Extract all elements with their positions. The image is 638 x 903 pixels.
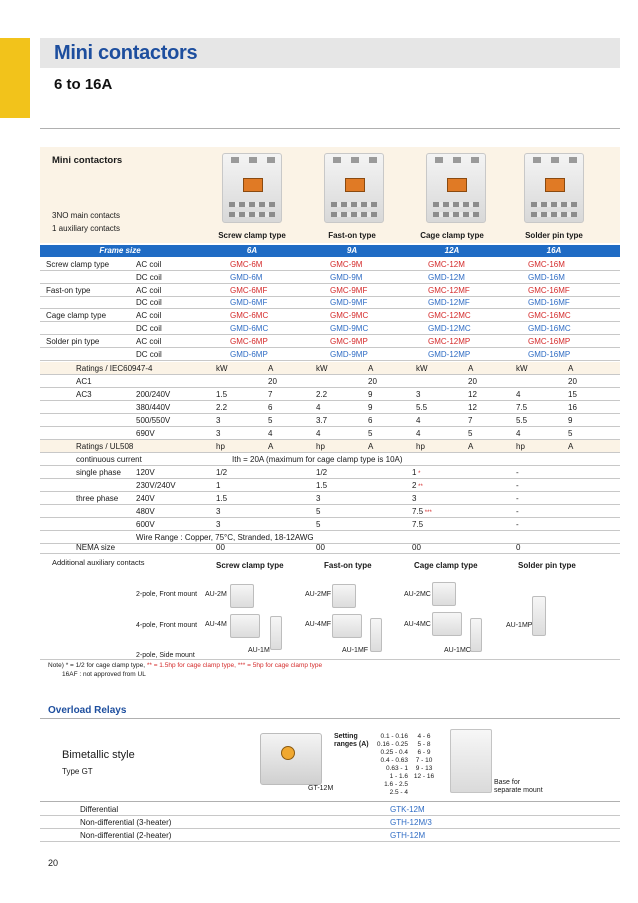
rating-value: 6 [368, 416, 373, 425]
rating-value: 1.5 [316, 481, 328, 490]
rating-value: 6 [268, 403, 273, 412]
model-row [40, 322, 620, 335]
continuous-value: Ith = 20A (maximum for cage clamp type is 10A) [232, 455, 403, 464]
rating-value: 2 ** [412, 481, 423, 490]
aux-part: AU-1MF [342, 647, 369, 654]
ac3-row [40, 401, 620, 414]
footnote-mark: * [416, 471, 421, 477]
continuous-label: continuous current [76, 455, 142, 464]
unit: kW [216, 364, 228, 373]
aux-contact-image [332, 584, 356, 608]
setting-ranges [410, 733, 438, 781]
rating-value: 7.5 [412, 520, 424, 529]
model-row [40, 348, 620, 361]
rating-value: 16 [568, 403, 577, 412]
row-coil: AC coil [136, 336, 162, 346]
phase-label: single phase [76, 468, 121, 477]
nema-value: 00 [316, 543, 325, 552]
row-coil: AC coil [136, 260, 162, 269]
frame-size-value: 16A [546, 246, 562, 255]
panel-note: 1 auxiliary contacts [52, 224, 121, 233]
ac3-row [40, 427, 620, 440]
model-code: GMD-6MC [230, 324, 269, 333]
unit: A [468, 442, 474, 451]
aux-contact-image [470, 618, 482, 652]
rating-value: 7.5 *** [412, 507, 432, 516]
divider [40, 659, 620, 660]
note-text: Note) * = 1/2 for cage clamp type, [48, 662, 146, 669]
unit: A [268, 364, 274, 373]
model-code: GMD-9MP [330, 349, 368, 359]
range-value: 1.6 - 2.5 [384, 781, 408, 788]
model-code: GMC-9M [330, 260, 363, 269]
aux-contact-image [432, 582, 456, 606]
rating-value: 7.5 [516, 403, 528, 412]
unit: A [268, 442, 274, 451]
setting-label: ranges (A) [334, 741, 369, 748]
range-value: 12 - 16 [413, 773, 435, 780]
row-coil: AC coil [136, 285, 162, 295]
rating-value: 1 * [412, 468, 421, 477]
aux-part: AU-1MP [506, 622, 533, 629]
overload-relay-image [260, 733, 322, 785]
rating-value: 7 [468, 416, 473, 425]
unit: hp [316, 442, 325, 451]
rating-value: 3 [216, 429, 221, 438]
overload-section-title: Overload Relays [48, 705, 127, 716]
model-code: GMC-9MP [330, 336, 368, 346]
rating-value: - [516, 468, 519, 477]
model-code: GMC-12MC [428, 311, 471, 321]
range-value: 1 - 1.6 [389, 773, 408, 780]
rating-value: 4 [316, 429, 321, 438]
aux-row-label: 2-pole, Side mount [136, 652, 195, 659]
row-coil: DC coil [136, 324, 162, 333]
range-value: 0.25 - 0.4 [380, 749, 408, 756]
rating-value: 4 [416, 429, 421, 438]
model-code: GMC-9MF [330, 285, 368, 295]
overload-row-value: GTK-12M [390, 805, 425, 814]
ac1-label: AC1 [76, 377, 92, 386]
rating-value: 5 [316, 520, 321, 529]
rating-value: - [516, 494, 519, 503]
ac3-row [40, 414, 620, 427]
rating-value: - [516, 481, 519, 490]
overload-subtitle: Type GT [62, 767, 93, 776]
wire-range: Wire Range : Copper, 75°C, Stranded, 18-12AWG [136, 533, 314, 542]
aux-part: AU-2M [205, 591, 227, 598]
rating-value: 1/2 [216, 468, 228, 477]
type-label: Cage clamp type [420, 231, 484, 240]
range-value: 7 - 10 [415, 757, 433, 764]
ac1-value: 20 [468, 377, 477, 386]
ul-row [40, 492, 620, 505]
row-coil: AC coil [136, 311, 162, 321]
rating-value: 12 [468, 390, 477, 399]
model-row [40, 296, 620, 309]
model-code: GMC-16M [528, 260, 565, 269]
screw-clamp-contactor-image [222, 153, 282, 223]
rating-value: 3 [412, 494, 417, 503]
rating-value: 3 [216, 507, 221, 516]
overload-row-label: Differential [80, 805, 119, 814]
setting-label: Setting [334, 733, 358, 740]
model-row [40, 271, 620, 284]
model-code: GMD-12MP [428, 349, 471, 359]
model-row [40, 284, 620, 297]
overload-row-label: Non-differential (3-heater) [80, 818, 172, 827]
model-code: GMD-16MC [528, 324, 571, 333]
rating-value: 9 [368, 390, 373, 399]
model-code: GMC-12MP [428, 336, 471, 346]
unit: A [368, 442, 374, 451]
base-label: Base for [494, 779, 521, 786]
unit: kW [516, 364, 528, 373]
rating-value: 9 [368, 403, 373, 412]
ac1-row [40, 375, 620, 388]
overload-panel [40, 718, 620, 802]
aux-type-label: Fast-on type [324, 561, 372, 570]
rating-value: 1/2 [316, 468, 328, 477]
rating-value: 4 [516, 429, 521, 438]
rating-value: 1.5 [216, 494, 228, 503]
model-row [40, 309, 620, 322]
ul-header-row [40, 440, 620, 453]
page-title: Mini contactors [54, 42, 198, 64]
range-value: 0.1 - 0.16 [380, 733, 408, 740]
overload-part: GT-12M [308, 785, 334, 792]
model-code: GMD-16MF [528, 298, 570, 308]
model-code: GMC-16MF [528, 285, 570, 295]
aux-part: AU-2MF [305, 591, 332, 598]
model-code: GMD-12M [428, 272, 465, 282]
aux-contact-image [432, 612, 462, 636]
overload-row-value: GTH-12M/3 [390, 818, 432, 827]
aux-title: Additional auxiliary contacts [52, 558, 145, 567]
frame-size-value: 12A [444, 246, 460, 255]
model-code: GMD-9MF [330, 298, 368, 308]
row-group: Fast-on type [46, 285, 91, 295]
overload-row [40, 803, 620, 816]
rating-value: 5.5 [416, 403, 428, 412]
rating-value: 5 [368, 429, 373, 438]
continuous-row [40, 453, 620, 466]
voltage: 600V [136, 520, 155, 529]
aux-contact-image [230, 614, 260, 638]
rating-value: 5.5 [516, 416, 528, 425]
aux-part: AU-2MC [404, 591, 431, 598]
row-group: Solder pin type [46, 336, 100, 346]
row-group: Cage clamp type [46, 311, 107, 321]
rating-value: 3 [316, 494, 321, 503]
model-code: GMC-9MC [330, 311, 369, 321]
voltage: 200/240V [136, 390, 171, 399]
range-value: 0.16 - 0.25 [376, 741, 408, 748]
frame-size-value: 9A [346, 246, 358, 255]
aux-contact-image [332, 614, 362, 638]
rating-value: 4 [316, 403, 321, 412]
rating-value: 1.5 [216, 390, 228, 399]
type-label: Fast-on type [328, 231, 376, 240]
range-value: 2.5 - 4 [389, 789, 408, 796]
rating-value: 3 [216, 416, 221, 425]
rating-value: 9 [568, 416, 573, 425]
ac1-value: 20 [268, 377, 277, 386]
type-label: Screw clamp type [218, 231, 286, 240]
model-code: GMC-6M [230, 260, 263, 269]
model-code: GMD-12MC [428, 324, 471, 333]
ul-label: Ratings / UL508 [76, 442, 134, 451]
model-code: GMD-16M [528, 272, 565, 282]
note-text: ** = 1.5hp for cage clamp type, [146, 662, 236, 669]
row-coil: DC coil [136, 349, 162, 359]
aux-contact-image [370, 618, 382, 652]
iec-header-row [40, 362, 620, 375]
unit: hp [516, 442, 525, 451]
rating-value: 4 [416, 416, 421, 425]
product-panel [40, 147, 620, 243]
ul-row [40, 466, 620, 479]
model-code: GMD-6MF [230, 298, 268, 308]
voltage: 230V/240V [136, 481, 176, 490]
model-code: GMC-12M [428, 260, 465, 269]
rating-value: 3 [216, 520, 221, 529]
rating-value: 7 [268, 390, 273, 399]
rating-value: 3 [416, 390, 421, 399]
header-bar [40, 38, 620, 68]
range-value: 9 - 13 [415, 765, 433, 772]
voltage: 480V [136, 507, 155, 516]
type-label: Solder pin type [525, 231, 583, 240]
model-code: GMC-6MC [230, 311, 269, 321]
footnote-mark: *** [423, 510, 432, 516]
voltage: 120V [136, 468, 155, 477]
model-code: GMD-9M [330, 272, 363, 282]
model-row [40, 258, 620, 271]
aux-type-label: Screw clamp type [216, 561, 284, 570]
voltage: 500/550V [136, 416, 171, 425]
note-text: 16AF : not approved from UL [62, 671, 146, 678]
rating-value: - [516, 507, 519, 516]
ac1-value: 20 [568, 377, 577, 386]
model-code: GMC-12MF [428, 285, 470, 295]
rating-value: 3.7 [316, 416, 328, 425]
aux-part: AU-1MC [444, 647, 471, 654]
rating-value: 4 [516, 390, 521, 399]
aux-row-label: 4-pole, Front mount [136, 622, 198, 629]
unit: hp [416, 442, 425, 451]
aux-type-label: Solder pin type [518, 561, 576, 570]
fast-on-contactor-image [324, 153, 384, 223]
ul-row [40, 518, 620, 531]
unit: kW [416, 364, 428, 373]
aux-type-label: Cage clamp type [414, 561, 478, 570]
rating-value: - [516, 520, 519, 529]
range-value: 4 - 6 [417, 733, 431, 740]
nema-row [40, 541, 620, 554]
aux-part: AU-4MC [404, 621, 431, 628]
model-code: GMC-6MF [230, 285, 268, 295]
voltage: 690V [136, 429, 155, 438]
aux-part: AU-4M [205, 621, 227, 628]
aux-contact-image [230, 584, 254, 608]
overload-row [40, 829, 620, 842]
overload-row-value: GTH-12M [390, 831, 426, 840]
voltage: 380/440V [136, 403, 171, 412]
unit: A [368, 364, 374, 373]
ul-row [40, 505, 620, 518]
rating-value: 1 [216, 481, 221, 490]
model-code: GMC-16MP [528, 336, 571, 346]
frame-size-value: 6A [246, 246, 258, 255]
ac1-value: 20 [368, 377, 377, 386]
overload-row-label: Non-differential (2-heater) [80, 831, 172, 840]
overload-row [40, 816, 620, 829]
panel-title: Mini contactors [52, 155, 123, 166]
voltage: 240V [136, 494, 155, 503]
ul-row [40, 479, 620, 492]
rating-value: 5 [468, 429, 473, 438]
section-tab [0, 38, 30, 118]
unit: A [468, 364, 474, 373]
page-subtitle: 6 to 16A [54, 76, 113, 93]
phase-label: three phase [76, 494, 119, 503]
overload-title: Bimetallic style [62, 749, 135, 761]
range-value: 5 - 8 [417, 741, 431, 748]
rating-value: 2.2 [216, 403, 228, 412]
model-code: GMD-6M [230, 272, 263, 282]
nema-value: 0 [516, 543, 521, 552]
frame-size-label: Frame size [99, 246, 141, 255]
solder-pin-contactor-image [524, 153, 584, 223]
aux-contact-image [532, 596, 546, 636]
model-code: GMD-16MP [528, 349, 571, 359]
model-row [40, 335, 620, 348]
rating-value: 5 [268, 416, 273, 425]
row-coil: DC coil [136, 272, 162, 282]
divider [40, 128, 620, 129]
nema-value: 00 [412, 543, 421, 552]
model-code: GMD-9MC [330, 324, 369, 333]
nema-label: NEMA size [76, 543, 116, 552]
row-coil: DC coil [136, 298, 162, 308]
base-image [450, 729, 492, 793]
range-value: 6 - 9 [417, 749, 431, 756]
unit: kW [316, 364, 328, 373]
cage-clamp-contactor-image [426, 153, 486, 223]
aux-contact-image [270, 616, 282, 650]
rating-value: 12 [468, 403, 477, 412]
model-code: GMD-6MP [230, 349, 268, 359]
aux-part: AU-1M [248, 647, 270, 654]
rating-value: 2.2 [316, 390, 328, 399]
model-code: GMC-16MC [528, 311, 571, 321]
rating-value: 5 [316, 507, 321, 516]
aux-row-label: 2-pole, Front mount [136, 591, 198, 598]
footnote-mark: ** [416, 484, 423, 490]
setting-ranges [368, 733, 408, 797]
rating-value: 5 [568, 429, 573, 438]
model-code: GMD-12MF [428, 298, 470, 308]
note-text: *** = 5hp for cage clamp type [237, 662, 323, 669]
ac3-row [40, 388, 620, 401]
aux-part: AU-4MF [305, 621, 332, 628]
range-value: 0.4 - 0.63 [380, 757, 408, 764]
unit: A [568, 364, 574, 373]
base-label: separate mount [494, 787, 543, 794]
model-code: GMC-6MP [230, 336, 268, 346]
page-number: 20 [48, 858, 59, 868]
panel-note: 3NO main contacts [52, 211, 121, 220]
nema-value: 00 [216, 543, 225, 552]
unit: hp [216, 442, 225, 451]
row-group: Screw clamp type [46, 260, 110, 269]
rating-value: 4 [268, 429, 273, 438]
range-value: 0.63 - 1 [385, 765, 408, 772]
frame-size-header [40, 245, 620, 257]
ac3-label: AC3 [76, 390, 92, 399]
iec-label: Ratings / IEC60947-4 [76, 364, 153, 373]
rating-value: 15 [568, 390, 577, 399]
footnotes [48, 662, 322, 680]
unit: A [568, 442, 574, 451]
